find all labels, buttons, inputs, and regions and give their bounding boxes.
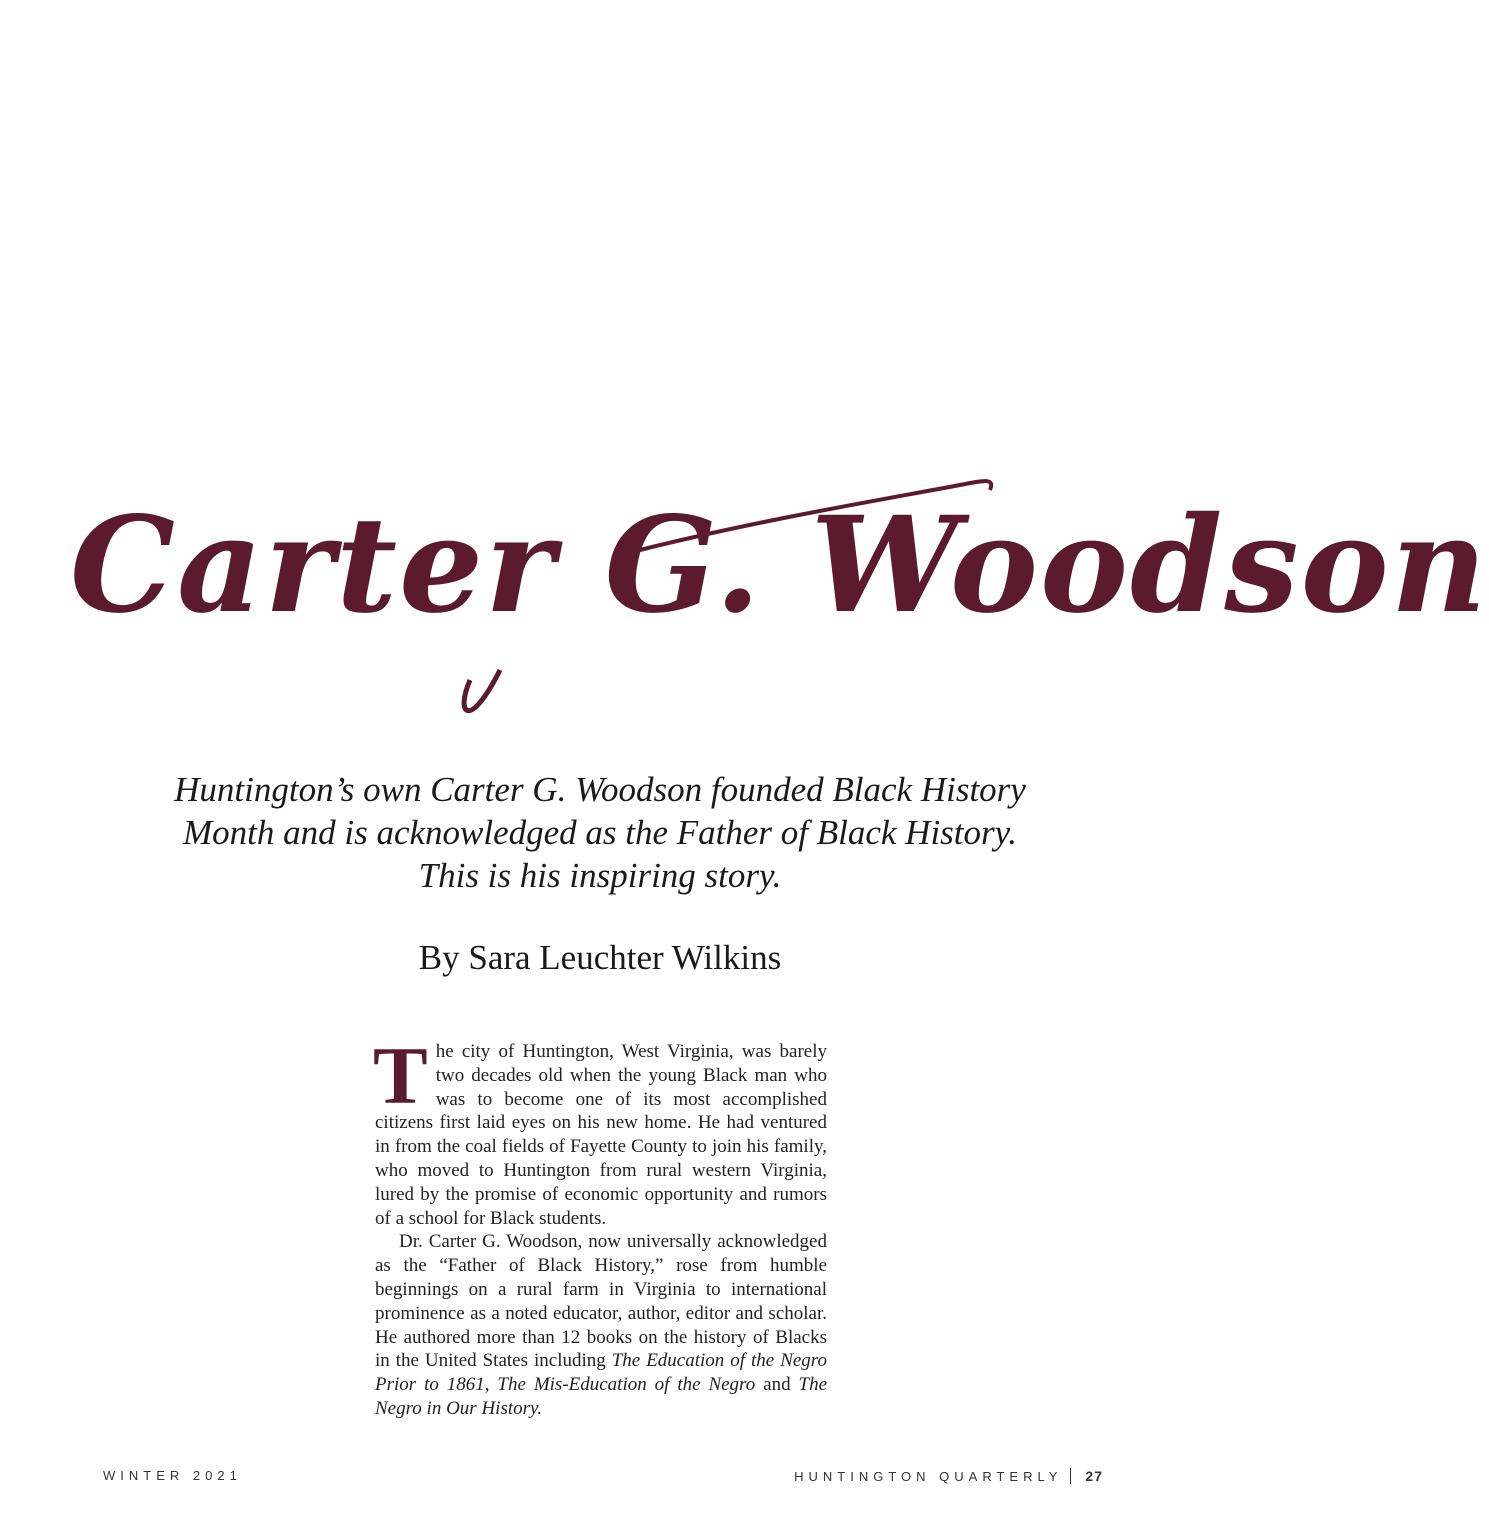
deck-line: Huntington’s own Carter G. Woodson founded Black History [174, 770, 1026, 809]
paragraph-text: he city of Huntington, West Virginia, was barely two decades old when the young Black man who was to become one of its most accomplished citizens first laid eyes on his new home. He had ventured in from the coal fields of Fayette County to join his family, who moved to Huntington from rural western Virginia, lured by the promise of economic opportunity and rumors of a school for Black students. [375, 1041, 827, 1229]
footer-folio [794, 1468, 1103, 1484]
book-titles: The Education of the Negro Prior to 1861, The Mis-Education of the Negro [375, 1350, 827, 1396]
article-body [373, 1030, 827, 1421]
footer-divider [1070, 1468, 1071, 1484]
byline: By Sara Leuchter Wilkins [418, 938, 782, 977]
article-title: Carter G. Woodson [70, 488, 1489, 643]
footer-issue: WINTER 2021 [103, 1468, 242, 1483]
article-deck [150, 768, 1050, 897]
footer-publication: HUNTINGTON QUARTERLY [794, 1468, 1063, 1484]
deck-line: This is his inspiring story. [418, 856, 782, 895]
paragraph [373, 1030, 827, 1230]
paragraph-text: Dr. Carter G. Woodson, now universally acknowledged as the “Father of Black History,” rose from humble beginnings on a rural farm in Virginia to international prominence as a noted educator, author, editor and scholar. He authored more than 12 books on the history of Blacks in the United States including [375, 1231, 827, 1372]
deck-line: Month and is acknowledged as the Father of Black History. [182, 813, 1018, 852]
conjunction: and [755, 1374, 799, 1396]
paragraph [375, 1230, 827, 1420]
drop-cap: T [373, 1030, 428, 1121]
book-title: The Negro in Our History. [375, 1374, 827, 1419]
page-number: 27 [1085, 1468, 1103, 1484]
article-title-block [0, 430, 1489, 750]
